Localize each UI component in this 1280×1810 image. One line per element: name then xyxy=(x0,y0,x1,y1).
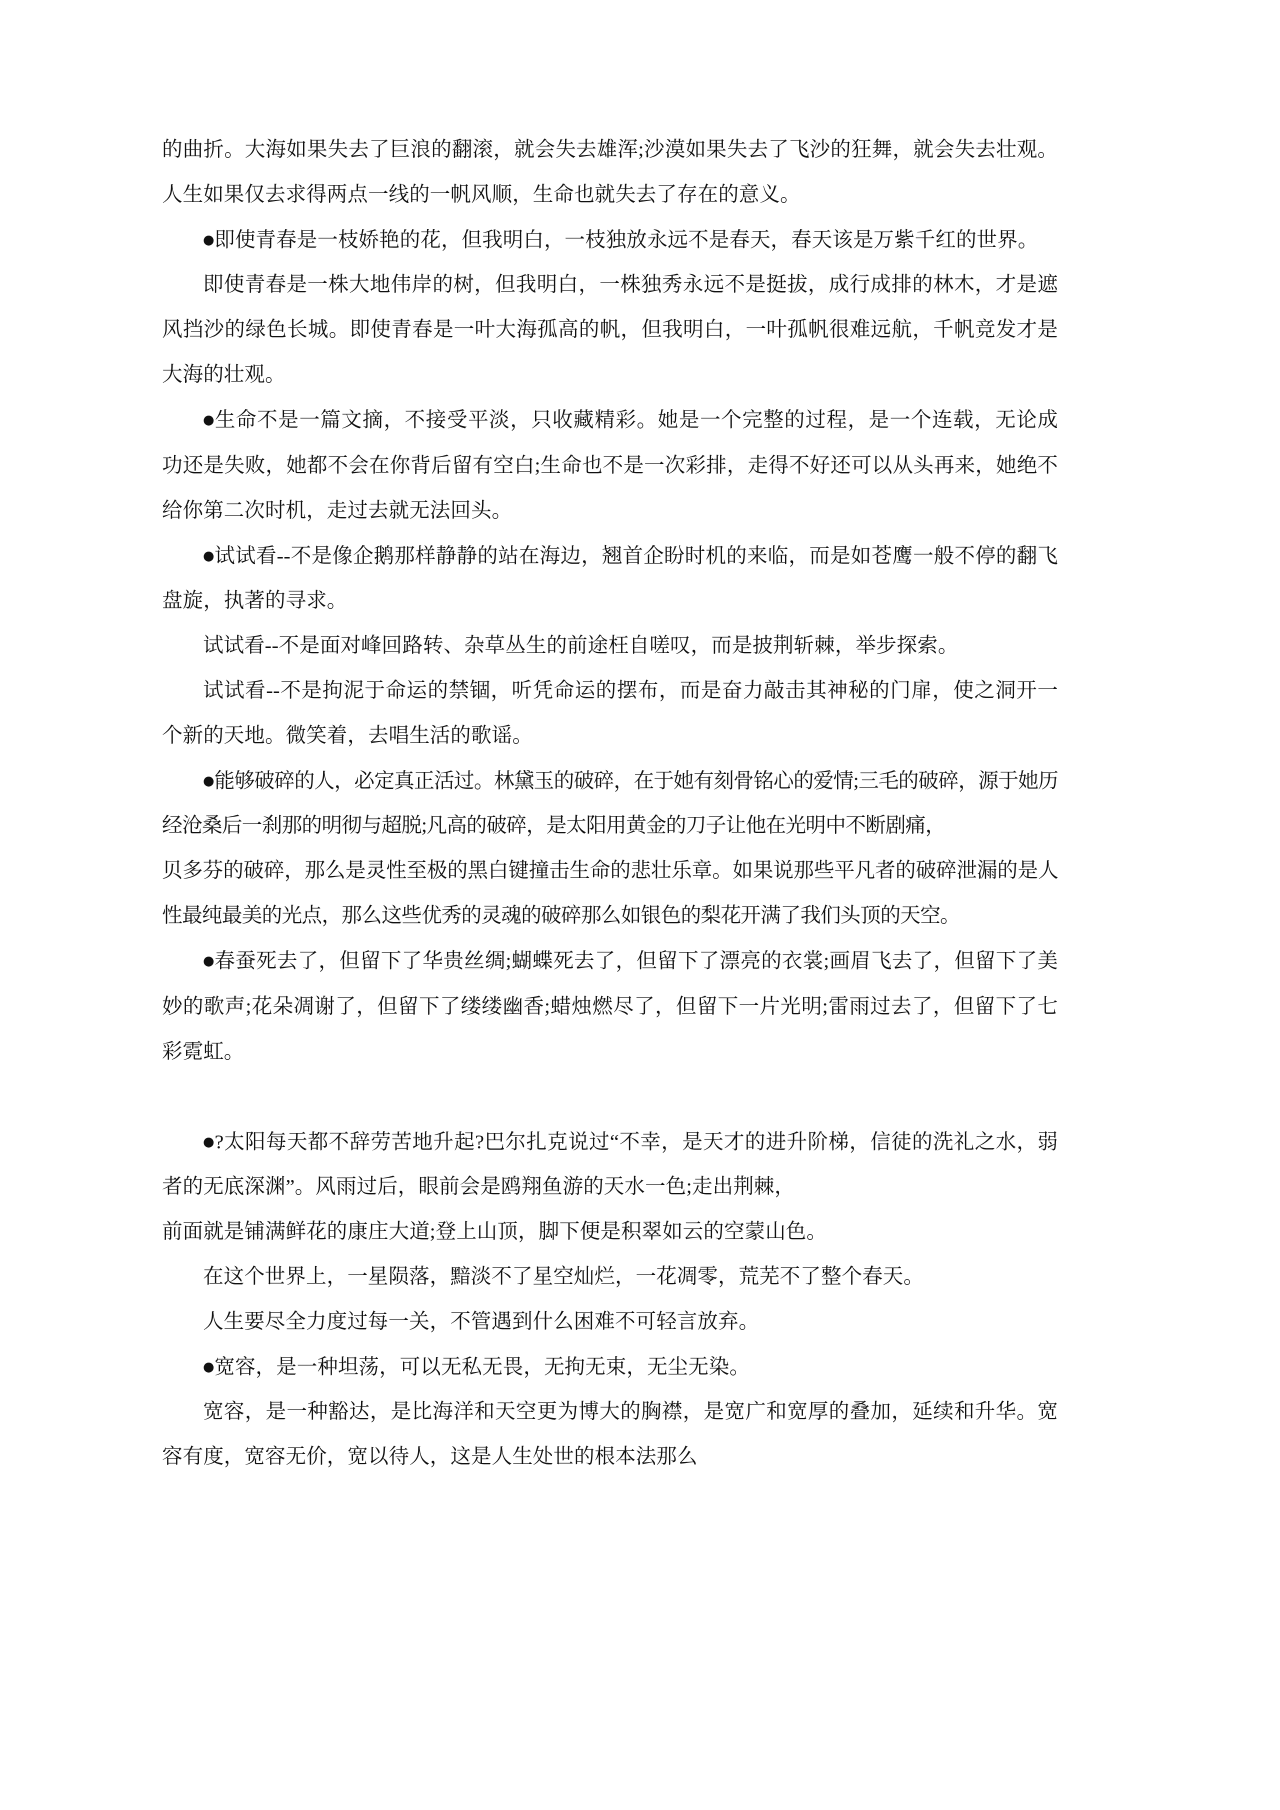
paragraph xyxy=(162,1300,1058,1345)
paragraph-bulleted xyxy=(162,398,1058,533)
paragraph xyxy=(162,849,1058,939)
paragraph xyxy=(162,624,1058,669)
paragraph-bulleted xyxy=(162,1345,1058,1390)
paragraph xyxy=(162,1390,1058,1480)
bullet-icon: ● xyxy=(203,954,215,970)
bullet-icon: ● xyxy=(203,413,215,429)
paragraph-text: 宽容，是一种坦荡，可以无私无畏，无拘无束，无尘无染。 xyxy=(214,1356,750,1379)
paragraph-spacer xyxy=(162,1075,1058,1120)
paragraph-bulleted xyxy=(162,534,1058,624)
paragraph xyxy=(162,263,1058,398)
paragraph-text: 在这个世界上，一星陨落，黯淡不了星空灿烂，一花凋零，荒芜不了整个春天。 xyxy=(203,1265,924,1288)
document-text-column xyxy=(162,128,1058,1480)
paragraph-bulleted xyxy=(162,759,1058,849)
paragraph-text: 春蚕死去了，但留下了华贵丝绸;蝴蝶死去了，但留下了漂亮的衣裳;画眉飞去了，但留下了美妙的歌声;花朵凋谢了，但留下了缕缕幽香;蜡烛燃尽了，但留下一片光明;雷雨过去了，但留下了七彩霓虹。 xyxy=(162,950,1059,1063)
paragraph-text: 试试看--不是像企鹅那样静静的站在海边，翘首企盼时机的来临，而是如苍鹰一般不停的翻飞盘旋，执著的寻求。 xyxy=(162,544,1059,612)
paragraph-text: 试试看--不是拘泥于命运的禁锢，听凭命运的摆布，而是奋力敲击其神秘的门扉，使之洞开一个新的天地。微笑着，去唱生活的歌谣。 xyxy=(162,679,1058,747)
bullet-icon: ● xyxy=(203,1134,215,1150)
paragraph xyxy=(162,669,1058,759)
paragraph-text: 人生要尽全力度过每一关，不管遇到什么困难不可轻言放弃。 xyxy=(203,1310,760,1333)
paragraph-bulleted xyxy=(162,939,1058,1074)
paragraph-text: 生命不是一篇文摘，不接受平淡，只收藏精彩。她是一个完整的过程，是一个连载，无论成功还是失败，她都不会在你背后留有空白;生命也不是一次彩排，走得不好还可以从头再来，她绝不给你第二次时机，走过去就无法回头。 xyxy=(162,409,1059,522)
paragraph xyxy=(162,1255,1058,1300)
paragraph xyxy=(162,1210,1058,1255)
paragraph xyxy=(162,128,1058,218)
paragraph-text: 的曲折。大海如果失去了巨浪的翻滚，就会失去雄浑;沙漠如果失去了飞沙的狂舞，就会失去壮观。人生如果仅去求得两点一线的一帆风顺，生命也就失去了存在的意义。 xyxy=(162,139,1058,206)
paragraph-text: 即使青春是一株大地伟岸的树，但我明白，一株独秀永远不是挺拔，成行成排的林木，才是遮风挡沙的绿色长城。即使青春是一叶大海孤高的帆，但我明白，一叶孤帆很难远航，千帆竞发才是大海的壮观。 xyxy=(162,274,1058,387)
paragraph-text: 试试看--不是面对峰回路转、杂草丛生的前途枉自嗟叹，而是披荆斩棘，举步探索。 xyxy=(203,634,959,657)
bullet-icon: ● xyxy=(203,1359,215,1375)
paragraph-text: 宽容，是一种豁达，是比海洋和天空更为博大的胸襟，是宽广和宽厚的叠加，延续和升华。宽容有度，宽容无价，宽以待人，这是人生处世的根本法那么 xyxy=(162,1401,1058,1469)
paragraph-text: 贝多芬的破碎，那么是灵性至极的黑白键撞击生命的悲壮乐章。如果说那些平凡者的破碎泄漏的是人性最纯最美的光点，那么这些优秀的灵魂的破碎那么如银色的梨花开满了我们头顶的天空。 xyxy=(162,860,1058,928)
paragraph-text: 前面就是铺满鲜花的康庄大道;登上山顶，脚下便是积翠如云的空蒙山色。 xyxy=(162,1220,827,1243)
paragraph-text: 能够破碎的人，必定真正活过。林黛玉的破碎，在于她有刻骨铭心的爱情;三毛的破碎，源于她历经沧桑后一刹那的明彻与超脱;凡高的破碎，是太阳用黄金的刀子让他在光明中不断剧痛， xyxy=(162,770,1058,838)
bullet-icon: ● xyxy=(203,233,215,248)
paragraph-bulleted xyxy=(162,1120,1058,1210)
paragraph-text: 即使青春是一枝娇艳的花，但我明白，一枝独放永远不是春天，春天该是万紫千红的世界。 xyxy=(214,229,1039,252)
bullet-icon: ● xyxy=(203,773,215,789)
paragraph-text: ?太阳每天都不辞劳苦地升起?巴尔扎克说过“不幸，是天才的进升阶梯，信徒的洗礼之水，弱者的无底深渊”。风雨过后，眼前会是鸥翔鱼游的天水一色;走出荆棘， xyxy=(162,1130,1059,1198)
paragraph-bulleted xyxy=(162,218,1058,263)
bullet-icon: ● xyxy=(203,548,215,564)
